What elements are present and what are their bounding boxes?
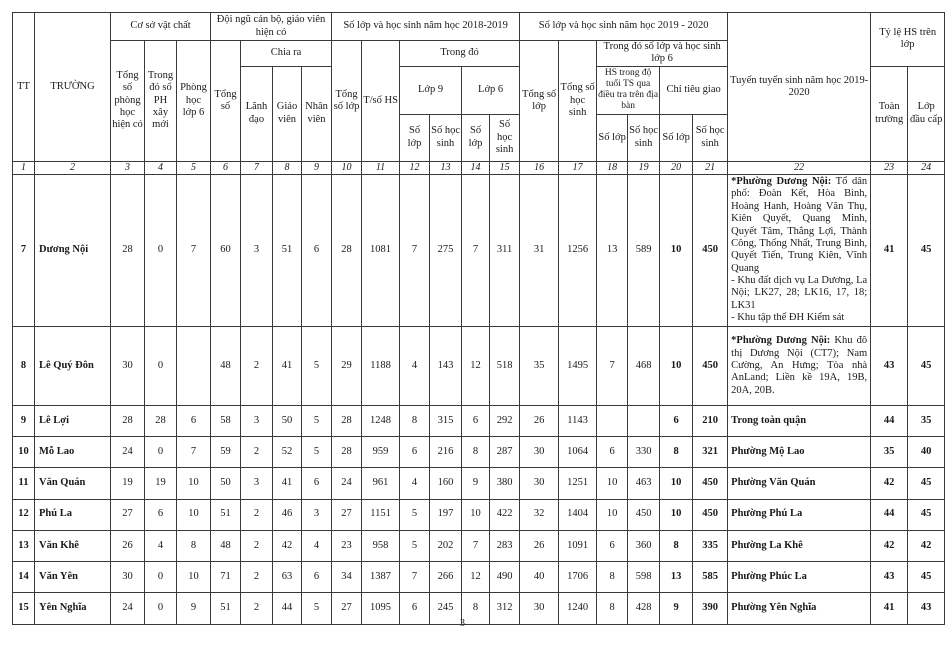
table-cell: 24: [111, 437, 145, 468]
table-cell: 30: [520, 437, 559, 468]
table-cell: 0: [145, 327, 177, 406]
table-cell: 2: [241, 530, 273, 561]
table-cell: [177, 327, 211, 406]
table-cell: 312: [490, 592, 520, 624]
ratio-entry-grade: 35: [908, 406, 945, 437]
table-cell: 9: [462, 468, 490, 499]
school-name: Mỗ Lao: [35, 437, 111, 468]
table-cell: 143: [430, 327, 462, 406]
table-cell: 6: [302, 468, 332, 499]
ratio-entry-grade: 43: [908, 592, 945, 624]
ratio-whole-school: 35: [871, 437, 908, 468]
table-cell: 10: [660, 468, 693, 499]
table-cell: 0: [145, 592, 177, 624]
table-cell: 44: [273, 592, 302, 624]
table-cell: 4: [400, 327, 430, 406]
table-cell: 5: [302, 437, 332, 468]
table-row: [13, 174, 945, 326]
table-cell: 10: [177, 499, 211, 530]
table-cell: 40: [520, 561, 559, 592]
table-cell: 27: [332, 592, 362, 624]
ratio-entry-grade: 45: [908, 327, 945, 406]
table-cell: 24: [111, 592, 145, 624]
table-cell: 19: [145, 468, 177, 499]
table-cell: 26: [520, 406, 559, 437]
column-index-cell: 8: [273, 161, 302, 174]
table-cell: 28: [332, 174, 362, 326]
zone-extra: - Khu tập thể ĐH Kiểm sát: [731, 312, 845, 324]
table-cell: 10: [597, 468, 628, 499]
table-cell: 9: [660, 592, 693, 624]
table-cell: 1081: [362, 174, 400, 326]
table-cell: 2: [241, 561, 273, 592]
table-row: [13, 530, 945, 561]
header-chiara: Chia ra: [241, 41, 332, 67]
table-cell: 51: [211, 499, 241, 530]
page-number: 3: [460, 618, 465, 629]
table-cell: 59: [211, 437, 241, 468]
table-cell: 0: [145, 437, 177, 468]
header-2019-trongdo: Trong đó số lớp và học sinh lớp 6: [597, 41, 728, 67]
enrollment-zone: Trong toàn quận: [728, 406, 871, 437]
table-cell: 2: [241, 327, 273, 406]
row-index: 12: [13, 499, 35, 530]
table-cell: 52: [273, 437, 302, 468]
header-giaovien: Giáo viên: [273, 66, 302, 161]
ratio-whole-school: 44: [871, 499, 908, 530]
table-cell: 48: [211, 327, 241, 406]
table-cell: 8: [660, 437, 693, 468]
enrollment-zone: Phường Phúc La: [728, 561, 871, 592]
column-index-cell: 15: [490, 161, 520, 174]
table-cell: 30: [520, 468, 559, 499]
header-tyle-dau: Lớp đầu cấp: [908, 66, 945, 161]
table-cell: 41: [273, 327, 302, 406]
table-cell: 6: [400, 437, 430, 468]
table-cell: 4: [400, 468, 430, 499]
table-row: [13, 437, 945, 468]
table-cell: 2: [241, 499, 273, 530]
row-index: 11: [13, 468, 35, 499]
table-cell: 10: [177, 468, 211, 499]
column-index-cell: 18: [597, 161, 628, 174]
column-index-cell: 16: [520, 161, 559, 174]
table-cell: 1240: [559, 592, 597, 624]
header-csvc-lop6: Phòng học lớp 6: [177, 41, 211, 162]
column-index-cell: 9: [302, 161, 332, 174]
school-name: Lê Quý Đôn: [35, 327, 111, 406]
table-cell: 42: [273, 530, 302, 561]
table-row: [13, 327, 945, 406]
ratio-whole-school: 41: [871, 174, 908, 326]
school-name: Văn Khê: [35, 530, 111, 561]
row-index: 13: [13, 530, 35, 561]
header-doingu: Đội ngũ cán bộ, giáo viên hiện có: [211, 13, 332, 41]
table-cell: 5: [302, 592, 332, 624]
row-index: 7: [13, 174, 35, 326]
table-cell: 8: [177, 530, 211, 561]
table-cell: 360: [628, 530, 660, 561]
table-cell: 5: [400, 499, 430, 530]
table-cell: 51: [273, 174, 302, 326]
table-cell: 24: [332, 468, 362, 499]
column-index-cell: 17: [559, 161, 597, 174]
zone-text: Khu đô thị Dương Nội (CT7); Nam Cường, An Hưng; Tòa nhà AnLand; Liền kề 19A, 19B, 20A, 20B.: [731, 335, 868, 396]
zone-text: Tổ dân phố: Đoàn Kết, Hòa Bình, Hoàng Hanh, Hoàng Văn Thụ, Kiên Quyết, Quang Minh, Quyết Tâm, Thắng Lợi, Thành Công, Thống Nhất, Trung Bình, Quyết Tiến, Trung Kiên, Vĩnh Quang: [731, 176, 868, 274]
row-index: 10: [13, 437, 35, 468]
column-index-cell: 19: [628, 161, 660, 174]
table-cell: 335: [693, 530, 728, 561]
table-cell: 598: [628, 561, 660, 592]
table-cell: 1095: [362, 592, 400, 624]
table-cell: 5: [400, 530, 430, 561]
enrollment-table: [12, 12, 945, 625]
table-cell: 6: [400, 592, 430, 624]
table-cell: 8: [462, 592, 490, 624]
table-cell: 1256: [559, 174, 597, 326]
table-cell: 10: [462, 499, 490, 530]
table-cell: 1251: [559, 468, 597, 499]
table-cell: 3: [241, 406, 273, 437]
table-cell: [628, 406, 660, 437]
table-cell: 422: [490, 499, 520, 530]
table-cell: 450: [693, 327, 728, 406]
table-cell: 3: [302, 499, 332, 530]
row-index: 14: [13, 561, 35, 592]
table-cell: 6: [660, 406, 693, 437]
header-nh2018: Số lớp và học sinh năm học 2018-2019: [332, 13, 520, 41]
header-lop6-solop: Số lớp: [462, 114, 490, 161]
table-cell: 30: [520, 592, 559, 624]
ratio-entry-grade: 45: [908, 499, 945, 530]
table-cell: 28: [332, 406, 362, 437]
table-row: [13, 468, 945, 499]
table-cell: 1706: [559, 561, 597, 592]
table-cell: 13: [660, 561, 693, 592]
header-csvc: Cơ sở vật chất: [111, 13, 211, 41]
table-cell: 30: [111, 561, 145, 592]
ratio-entry-grade: 45: [908, 174, 945, 326]
table-cell: 6: [597, 437, 628, 468]
table-cell: 28: [111, 406, 145, 437]
table-cell: 46: [273, 499, 302, 530]
table-cell: 428: [628, 592, 660, 624]
table-cell: 3: [241, 174, 273, 326]
table-cell: 6: [302, 174, 332, 326]
table-cell: 12: [462, 327, 490, 406]
table-cell: 463: [628, 468, 660, 499]
table-cell: 48: [211, 530, 241, 561]
table-cell: 6: [177, 406, 211, 437]
ratio-entry-grade: 45: [908, 561, 945, 592]
table-cell: 7: [462, 174, 490, 326]
table-cell: 41: [273, 468, 302, 499]
table-cell: 60: [211, 174, 241, 326]
table-cell: 1248: [362, 406, 400, 437]
table-cell: 6: [462, 406, 490, 437]
table-cell: 450: [693, 174, 728, 326]
row-index: 9: [13, 406, 35, 437]
table-cell: 245: [430, 592, 462, 624]
table-cell: 266: [430, 561, 462, 592]
column-index-cell: 1: [13, 161, 35, 174]
table-cell: 3: [241, 468, 273, 499]
ratio-whole-school: 42: [871, 468, 908, 499]
table-cell: 10: [660, 327, 693, 406]
enrollment-zone: Phường Văn Quán: [728, 468, 871, 499]
table-cell: [597, 406, 628, 437]
table-cell: 6: [597, 530, 628, 561]
table-cell: 50: [273, 406, 302, 437]
zone-lead: *Phường Dương Nội:: [731, 176, 832, 188]
enrollment-zone: [728, 174, 871, 326]
column-index-cell: 10: [332, 161, 362, 174]
enrollment-zone: Phường Yên Nghĩa: [728, 592, 871, 624]
table-cell: 1091: [559, 530, 597, 561]
ratio-whole-school: 42: [871, 530, 908, 561]
ratio-entry-grade: 40: [908, 437, 945, 468]
enrollment-zone: Phường La Khê: [728, 530, 871, 561]
table-cell: 1151: [362, 499, 400, 530]
header-2018-solop: Tổng số lớp: [332, 41, 362, 162]
table-cell: 1143: [559, 406, 597, 437]
table-cell: 19: [111, 468, 145, 499]
header-lop9: Lớp 9: [400, 66, 462, 114]
school-name: Văn Yên: [35, 561, 111, 592]
table-cell: 216: [430, 437, 462, 468]
table-cell: 30: [111, 327, 145, 406]
header-hs-dieutra: HS trong độ tuổi TS qua điều tra trên địa bàn: [597, 66, 660, 114]
table-cell: 28: [111, 174, 145, 326]
table-row: [13, 592, 945, 624]
row-index: 15: [13, 592, 35, 624]
table-cell: 450: [693, 499, 728, 530]
table-cell: 32: [520, 499, 559, 530]
table-cell: 27: [111, 499, 145, 530]
header-2018-trongdo: Trong đó: [400, 41, 520, 67]
school-name: Lê Lợi: [35, 406, 111, 437]
table-cell: 58: [211, 406, 241, 437]
table-cell: 4: [145, 530, 177, 561]
header-tuyensinh: Tuyến tuyển sinh năm học 2019-2020: [728, 13, 871, 162]
table-cell: 321: [693, 437, 728, 468]
column-index-row: [13, 161, 945, 174]
header-chitieu: Chỉ tiêu giao: [660, 66, 728, 114]
table-cell: 390: [693, 592, 728, 624]
column-index-cell: 2: [35, 161, 111, 174]
table-cell: 8: [660, 530, 693, 561]
table-cell: 28: [145, 406, 177, 437]
table-cell: 23: [332, 530, 362, 561]
school-name: Văn Quán: [35, 468, 111, 499]
table-cell: 8: [597, 561, 628, 592]
header-lop9-sohs: Số học sinh: [430, 114, 462, 161]
table-cell: 2: [241, 437, 273, 468]
ratio-whole-school: 44: [871, 406, 908, 437]
table-cell: 7: [177, 174, 211, 326]
enrollment-zone: Phường Mộ Lao: [728, 437, 871, 468]
table-row: [13, 406, 945, 437]
column-index-cell: 3: [111, 161, 145, 174]
table-cell: 8: [597, 592, 628, 624]
column-index-cell: 14: [462, 161, 490, 174]
table-cell: 210: [693, 406, 728, 437]
table-cell: 6: [302, 561, 332, 592]
header-tyle-toan: Toàn trường: [871, 66, 908, 161]
ratio-whole-school: 43: [871, 327, 908, 406]
table-cell: 450: [628, 499, 660, 530]
table-cell: 9: [177, 592, 211, 624]
header-2019-sohs: Tổng số học sinh: [559, 41, 597, 162]
header-lanhdao: Lãnh đạo: [241, 66, 273, 161]
column-index-cell: 24: [908, 161, 945, 174]
table-cell: 4: [302, 530, 332, 561]
table-cell: 71: [211, 561, 241, 592]
column-index-cell: 5: [177, 161, 211, 174]
zone-lead: *Phường Dương Nội:: [731, 335, 831, 347]
table-cell: 958: [362, 530, 400, 561]
header-dieutra-solop: Số lớp: [597, 114, 628, 161]
table-cell: 275: [430, 174, 462, 326]
table-cell: 63: [273, 561, 302, 592]
school-name: Phú La: [35, 499, 111, 530]
header-chitieu-sohs: Số học sinh: [693, 114, 728, 161]
table-cell: 311: [490, 174, 520, 326]
school-name: Dương Nội: [35, 174, 111, 326]
table-cell: 6: [145, 499, 177, 530]
table-cell: 7: [597, 327, 628, 406]
table-cell: 7: [400, 561, 430, 592]
table-cell: 380: [490, 468, 520, 499]
header-chitieu-solop: Số lớp: [660, 114, 693, 161]
column-index-cell: 22: [728, 161, 871, 174]
table-cell: 5: [302, 327, 332, 406]
column-index-cell: 6: [211, 161, 241, 174]
table-cell: 5: [302, 406, 332, 437]
header-nhanvien: Nhân viên: [302, 66, 332, 161]
table-cell: 13: [597, 174, 628, 326]
column-index-cell: 23: [871, 161, 908, 174]
header-doingu-tong: Tổng số: [211, 41, 241, 162]
table-cell: 1495: [559, 327, 597, 406]
school-name: Yên Nghĩa: [35, 592, 111, 624]
table-cell: 34: [332, 561, 362, 592]
table-cell: 315: [430, 406, 462, 437]
table-cell: 8: [400, 406, 430, 437]
table-cell: 197: [430, 499, 462, 530]
table-row: [13, 499, 945, 530]
ratio-entry-grade: 45: [908, 468, 945, 499]
table-cell: 959: [362, 437, 400, 468]
table-cell: 585: [693, 561, 728, 592]
table-cell: 29: [332, 327, 362, 406]
table-cell: 160: [430, 468, 462, 499]
table-row: [13, 561, 945, 592]
table-cell: 26: [520, 530, 559, 561]
column-index-cell: 20: [660, 161, 693, 174]
table-cell: 51: [211, 592, 241, 624]
table-cell: 1064: [559, 437, 597, 468]
header-tt: TT: [13, 13, 35, 162]
column-index-cell: 11: [362, 161, 400, 174]
table-cell: 10: [177, 561, 211, 592]
table-cell: 26: [111, 530, 145, 561]
table-cell: 961: [362, 468, 400, 499]
zone-extra: - Khu đất dịch vụ La Dương, La Nội; LK27, 28; LK16, 17, 18; LK31: [731, 275, 868, 311]
table-cell: 7: [400, 174, 430, 326]
table-cell: 1387: [362, 561, 400, 592]
column-index-cell: 13: [430, 161, 462, 174]
column-index-cell: 7: [241, 161, 273, 174]
ratio-entry-grade: 42: [908, 530, 945, 561]
enrollment-zone: Phường Phú La: [728, 499, 871, 530]
column-index-cell: 12: [400, 161, 430, 174]
table-cell: 10: [660, 174, 693, 326]
table-cell: 287: [490, 437, 520, 468]
table-cell: 450: [693, 468, 728, 499]
row-index: 8: [13, 327, 35, 406]
table-cell: 1188: [362, 327, 400, 406]
header-nh2019: Số lớp và học sinh năm học 2019 - 2020: [520, 13, 728, 41]
table-cell: 7: [177, 437, 211, 468]
table-cell: 283: [490, 530, 520, 561]
header-csvc-tong: Tổng số phòng học hiện có: [111, 41, 145, 162]
header-lop9-solop: Số lớp: [400, 114, 430, 161]
header-csvc-xaymoi: Trong đó số PH xây mới: [145, 41, 177, 162]
table-cell: 0: [145, 174, 177, 326]
table-cell: 468: [628, 327, 660, 406]
table-cell: 7: [462, 530, 490, 561]
table-cell: 589: [628, 174, 660, 326]
ratio-whole-school: 41: [871, 592, 908, 624]
table-cell: 202: [430, 530, 462, 561]
table-cell: 0: [145, 561, 177, 592]
table-cell: 10: [597, 499, 628, 530]
header-truong: TRƯỜNG: [35, 13, 111, 162]
column-index-cell: 4: [145, 161, 177, 174]
table-cell: 31: [520, 174, 559, 326]
table-cell: 12: [462, 561, 490, 592]
ratio-whole-school: 43: [871, 561, 908, 592]
enrollment-zone: [728, 327, 871, 406]
table-cell: 27: [332, 499, 362, 530]
table-cell: 8: [462, 437, 490, 468]
table-cell: 1404: [559, 499, 597, 530]
table-cell: 10: [660, 499, 693, 530]
table-cell: 50: [211, 468, 241, 499]
header-lop6: Lớp 6: [462, 66, 520, 114]
table-cell: 292: [490, 406, 520, 437]
header-dieutra-sohs: Số học sinh: [628, 114, 660, 161]
header-2018-sohs: T/số HS: [362, 41, 400, 162]
table-cell: 518: [490, 327, 520, 406]
header-tyle: Tỷ lệ HS trên lớp: [871, 13, 945, 67]
table-cell: 490: [490, 561, 520, 592]
table-cell: 330: [628, 437, 660, 468]
table-cell: 2: [241, 592, 273, 624]
table-cell: 28: [332, 437, 362, 468]
header-lop6-sohs: Số học sinh: [490, 114, 520, 161]
header-2019-solop: Tổng số lớp: [520, 41, 559, 162]
table-cell: 35: [520, 327, 559, 406]
column-index-cell: 21: [693, 161, 728, 174]
